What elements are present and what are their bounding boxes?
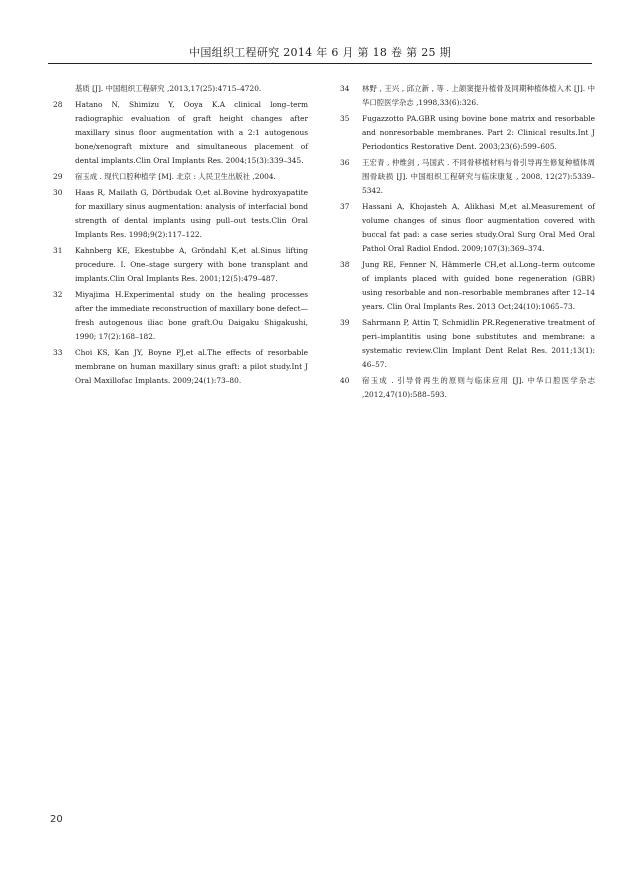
reference-text: Haas R, Mailath G, Dörtbudak O,et al.Bovine hydroxyapatite for maxillary sinus augmentation: analysis of interfacial bond strength of dental implants using pull–out tests.Clin Oral Implants Res. 1998;9(2):117–122. [75, 188, 308, 239]
reference-text: 基质 [J]. 中国组织工程研究 ,2013,17(25):4715–4720. [75, 84, 262, 93]
reference-item [340, 156, 595, 198]
header-divider [48, 63, 592, 64]
reference-item [53, 186, 308, 242]
reference-number [53, 82, 75, 96]
reference-text: Fugazzotto PA.GBR using bovine bone matrix and resorbable and nonresorbable membranes. Part 2: Clinical results.Int J Periodontics Restorative Dent. 2003;23(6):599–605. [362, 114, 595, 151]
reference-text: Jung RE, Fenner N, Hämmerle CH,et al.Long–term outcome of implants placed with guided bone regeneration (GBR) using resorbable and non–resorbable membranes after 12–14 years. Clin Oral Implants Res. 2013 Oct;24(10):1065–73. [362, 260, 595, 311]
reference-text: Hatano N, Shimizu Y, Ooya K.A clinical long–term radiographic evaluation of graft height changes after maxillary sinus floor augmentation with a 2:1 autogenous bone/xenograft mixture and simultaneous placement of dental implants.Clin Oral Implants Res. 2004;15(3):339–345. [75, 100, 308, 165]
reference-number: 37 [340, 202, 350, 211]
reference-number: 39 [340, 318, 350, 327]
reference-number: 32 [53, 290, 63, 299]
reference-number: 31 [53, 246, 63, 255]
reference-text: 宿玉成 . 引导骨再生的原则与临床应用 [J]. 中华口腔医学杂志 ,2012,47(10):588–593. [362, 376, 595, 399]
reference-text: Sahrmann P, Attin T, Schmidlin PR.Regenerative treatment of peri–implantitis using bone substitutes and membrane: a systematic review.Clin Implant Dent Relat Res. 2011;13(1): 46–57. [362, 318, 595, 369]
reference-item [53, 170, 308, 184]
reference-item [53, 244, 308, 286]
reference-item [340, 374, 595, 402]
reference-item [340, 82, 595, 110]
reference-text: 宿玉成 . 现代口腔种植学 [M]. 北京 : 人民卫生出版社 ,2004. [75, 172, 276, 181]
reference-item [340, 258, 595, 314]
reference-column-right [340, 82, 595, 404]
reference-item [53, 346, 308, 388]
reference-item [340, 200, 595, 256]
reference-text: Choi KS, Kan JY, Boyne PJ,et al.The effects of resorbable membrane on human maxillary sinus graft: a pilot study.Int J Oral Maxillofac Implants. 2009;24(1):73–80. [75, 348, 308, 385]
reference-number: 29 [53, 172, 63, 181]
reference-item [340, 316, 595, 372]
reference-number: 34 [340, 84, 350, 93]
reference-number: 35 [340, 114, 350, 123]
running-header: 中国组织工程研究 2014 年 6 月 第 18 卷 第 25 期 [189, 46, 451, 59]
reference-number: 36 [340, 158, 350, 167]
reference-text: Kahnberg KE, Ekestubbe A, Gröndahl K,et al.Sinus lifting procedure. I. One–stage surgery with bone transplant and implants.Clin Oral Implants Res. 2001;12(5):479–487. [75, 246, 308, 283]
reference-item [53, 82, 308, 96]
page-number: 20 [50, 814, 63, 825]
reference-text: 王宏青 , 仲维剑 , 马国武 . 不同骨移植材料与骨引导再生修复种植体周围骨缺损 [J]. 中国组织工程研究与临床康复 , 2008, 12(27):5339–5342. [362, 158, 595, 195]
reference-item [53, 288, 308, 344]
reference-number: 40 [340, 376, 350, 385]
reference-text: Hassani A, Khojasteh A, Alikhasi M,et al.Measurement of volume changes of sinus floor augmentation covered with buccal fat pad: a case series study.Oral Surg Oral Med Oral Pathol Oral Radiol Endod. 2009;107(3):369–374. [362, 202, 595, 253]
reference-number: 28 [53, 100, 63, 109]
reference-item [340, 112, 595, 154]
reference-number: 33 [53, 348, 63, 357]
reference-text: 林野 , 王兴 , 邱立新 , 等 . 上颌窦提升植骨及同期种植体植入术 [J]. 中华口腔医学杂志 ,1998,33(6):326. [362, 84, 595, 107]
reference-number: 38 [340, 260, 350, 269]
reference-item [53, 98, 308, 168]
reference-number: 30 [53, 188, 63, 197]
reference-column-left [53, 82, 308, 390]
reference-text: Miyajima H.Experimental study on the healing processes after the immediate reconstruction of maxillary bone defect—fresh autogenous iliac bone graft.Ou Daigaku Shigakushi, 1990; 17(2):168–182. [75, 290, 308, 341]
